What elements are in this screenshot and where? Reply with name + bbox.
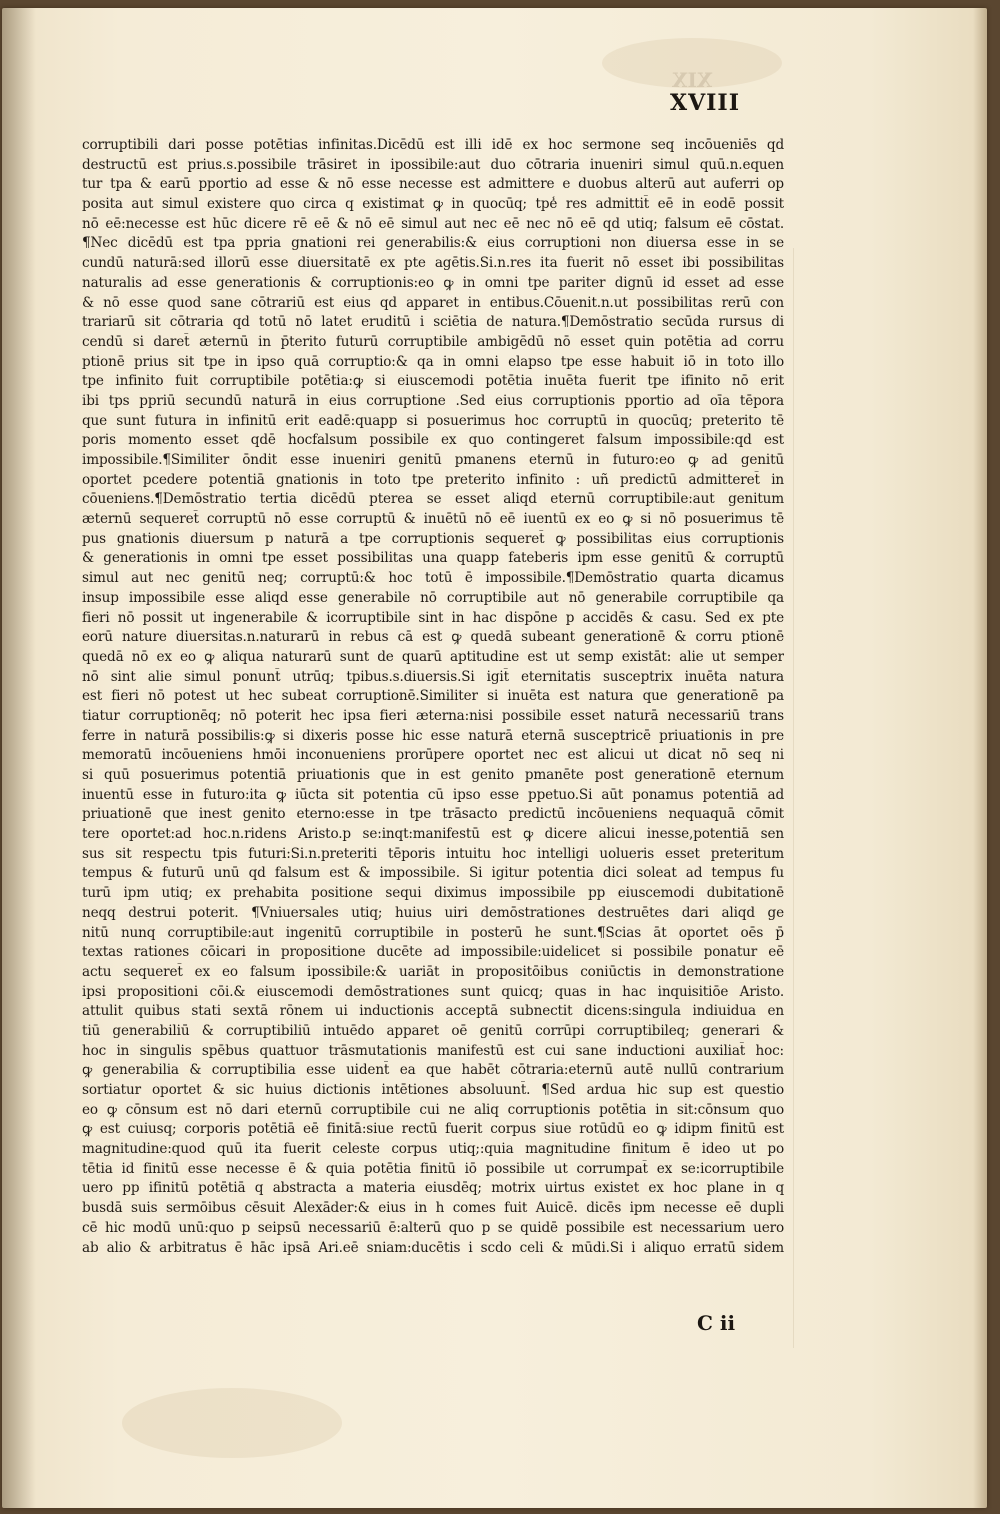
text-line: nitū nunq corruptibile:aut ingenitū corruptibile in posterū he sunt.¶Scias āt oportet oēs p̄ [82, 924, 784, 941]
text-line: attulit quibus stati sextā rōnem ui inductionis acceptā subnectit dicens:singula indiuidua en [82, 1003, 784, 1020]
text-line: tere oportet:ad hoc.n.ridens Aristo.p se:inqt:manifestū est ꝙ dicere alicui inesse,potentiā sen [82, 826, 784, 843]
text-line: cē hic modū unū:quo p seipsū necessariū ē:alterū quo p se quidē possibile est necessarium uero [82, 1219, 784, 1236]
text-line: sus sit respectu tpis futuri:Si.n.preteriti tēporis intuitu hoc intelligi uolueris esset preteritum [82, 845, 784, 862]
text-line: si quū posuerimus potentiā priuationis que in est genito pmanēte post generationē eternum [82, 767, 784, 783]
text-line: cundū naturā:sed illorū esse diuersitatē ex pte agētis.Si.n.res ita fuerit nō esset ibi possibilitas [82, 255, 784, 272]
text-line: turū ipm utiq; ex prehabita positione sequi diximus impossibile pp eiuscemodi dubitationē [82, 885, 784, 902]
text-line: priuationē que inest genito eterno:esse in tpe trāsacto predictū incōueniens nequaquā cōmit [82, 806, 784, 823]
text-line: insup impossibile esse aliqd esse generabile nō corruptibile aut nō generabile corruptibile qa [82, 589, 784, 606]
text-line: impossibile.¶Similiter ōndit esse inueniri genitū pmanens eternū in futuro:eo ꝙ ad genitū [82, 452, 784, 468]
text-line: & generationis in omni tpe esset possibilitas una quapp fateberis ipm esse genitū & corruptū [82, 550, 784, 567]
text-line: ptionē prius sit tpe in ipso quā corruptio:& qa in omni elapso tpe esse habuit iō in toto illo [82, 353, 784, 370]
text-line: eorū nature diuersitas.n.naturarū in rebus cā est ꝙ quedā subeant generationē & corru ptionē [82, 629, 784, 646]
text-line: quedā nō ex eo ꝙ aliqua naturarū sunt de quarū aptitudine est ut semp existāt: alie ut semper [82, 648, 784, 665]
text-line: æternū sequeret̄ corruptū nō esse corruptū & inuētū nō eē iuentū ex eo ꝙ si nō posuerimus tē [82, 511, 784, 528]
text-line: uero pp ifinitū potētiā q abstracta a materia eiusdēq; motrix uirtus existet ex hoc plane in q [82, 1180, 784, 1197]
text-line: tempus & futurū unū qd falsum est & impossibile. Si igitur potentia dici soleat ad tempus fu [82, 865, 784, 882]
book-page [2, 8, 987, 1508]
text-line: ¶Nec dicēdū est tpa ppria gnationi rei generabilis:& eius corruptioni non diuersa esse in se [82, 235, 784, 252]
signature-mark: C ii [697, 1311, 736, 1335]
text-line: nō eē:necesse est hūc dicere rē eē & nō eē simul aut nec eē nec nō eē qd utiq; falsum eē cōstat. [82, 215, 784, 232]
text-line: busdā suis sermōibus cēsuit Alexāder:& eius in h comes fuit Auicē. dicēs ipm necesse eē dupli [82, 1200, 784, 1217]
text-line: corruptibili dari posse potētias infinitas.Dicēdū est illi idē ex hoc sermone seq incōueniēs qd [82, 137, 784, 153]
text-line: pus gnationis diuersum p naturā a tpe corruptionis sequeret̄ ꝙ possibilitas eius corruptionis [82, 530, 784, 547]
text-line: magnitudine:quod quū ita fuerit celeste corpus utiq;:quia magnitudine finitum ē ideo ut po [82, 1141, 784, 1158]
text-line: ꝙ est cuiusq; corporis potētiā eē finitā:siue rectū fuerit corpus siue rotūdū eo ꝙ idipm finitū est [82, 1121, 784, 1138]
text-line: textas rationes cōicari in propositione ducēte ad impossibile:uidelicet si possibile ponatur eē [82, 944, 784, 961]
gutter-shadow [2, 8, 36, 1508]
text-line: ꝙ generabilia & corruptibilia esse uident̄ ea que habēt cōtraria:eternū autē nullū contrarium [82, 1062, 784, 1079]
text-line: posita aut simul existere quo circa q existimat ꝙ in quocūq; tpe̾ res admittit̄ eē in eodē possit [82, 196, 784, 213]
text-line: ibi tps ppriū secundū naturā in eius corruptione .Sed eius corruptionis pportio ad oīa tēpora [82, 392, 784, 409]
margin-rule [793, 248, 794, 1348]
text-line: ipsi propositioni cōi.& eiuscemodi demōstrationes sunt quicq; quas in hac inquisitiōe Aristo. [82, 983, 784, 1000]
text-line: que sunt futura in infinitū erit eadē:quapp si posuerimus hoc corruptū in quocūq; preterito tē [82, 412, 784, 429]
text-line: neqq destrui poterit. ¶Vniuersales utiq; huius uiri demōstrationes destruētes dari aliqd ge [82, 904, 784, 921]
text-line: inuentū esse in futuro:ita ꝙ iūcta sit potentia cū ipso esse ppetuo.Si aūt ponamus potentiā ad [82, 786, 784, 803]
text-line: tētia id finitū esse necesse ē & quia potētia finitū iō possibile ut corrumpat̄ ex se:icorruptibile [82, 1160, 784, 1177]
text-line: cōueniens.¶Demōstratio tertia dicēdū pterea se esset aliqd eternū corruptibile:aut genitum [82, 491, 784, 508]
text-line: cendū si daret̄ æternū in p̄terito futurū corruptibile ambigēdū nō esset quin potētia ad corru [82, 333, 784, 350]
show-through-folio: XIX [672, 68, 713, 92]
text-line: destructū est prius.s.possibile trāsiret in ipossibile:aut duo cōtraria inueniri simul quū.n.equen [82, 156, 784, 173]
text-line: nō sint alie simul ponunt̄ utrūq; tpibus.s.diuersis.Si igit̄ eternitatis susceptrix inuēta natura [82, 668, 784, 685]
text-line: & nō esse quod sane cōtrariū est eius qd apparet in entibus.Cōuenit.n.ut possibilitas rerū con [82, 294, 784, 311]
text-line: actu sequeret̄ ex eo falsum ipossibile:& uariāt in propositōibus coniūctis in demonstratione [82, 963, 784, 980]
text-line: est fieri nō potest ut hec subeat corruptionē.Similiter si inuēta est natura que generationē pa [82, 688, 784, 705]
text-line: ferre in naturā possibilis:ꝙ si dixeris posse hic esse naturā eternā susceptricē priuationis in pre [82, 727, 784, 744]
text-line: tiatur corruptionēq; nō poterit hec ipsa fieri æterna:nisi possibile esset naturā necessariū trans [82, 707, 784, 724]
text-line: hoc in singulis spēbus quattuor trāsmutationis manifestū est cui sane inductioni auxiliat̄ hoc: [82, 1042, 784, 1059]
page-edge [973, 8, 987, 1508]
text-line: poris momento esset qdē hocfalsum possibile ex quo contingeret falsum impossibile:qd est [82, 432, 784, 449]
text-line: sortiatur oportet & sic huius dictionis intētiones absoluunt̄. ¶Sed ardua hic sup est questio [82, 1082, 784, 1098]
text-block [82, 136, 784, 1258]
text-line: tiū generabiliū & corruptibiliū intuēdo apparet oē genitū corrūpi corruptibileq; generari & [82, 1022, 784, 1039]
text-line: memoratū incōueniens hmōi inconueniens prorūpere oportet nec est alicui ut dicat nō seq ni [82, 747, 784, 764]
paper-stain [122, 1388, 342, 1458]
text-line: tpe infinito fuit corruptibile potētia:ꝙ si eiuscemodi potētia inuēta fuerit tpe ifinito nō erit [82, 373, 784, 390]
text-line: eo ꝙ cōnsum est nō dari eternū corruptibile cui ne aliq corruptionis potētia in sit:cōnsum quo [82, 1101, 784, 1118]
folio-number: XVIII [670, 90, 741, 116]
text-line: ab alio & arbitratus ē hāc ipsā Ari.eē sniam:ducētis i scdo celi & mūdi.Si i aliquo erratū sidem [82, 1239, 784, 1256]
text-line: tur tpa & earū pportio ad esse & nō esse necesse est admittere e duobus alterū aut auferri op [82, 176, 784, 193]
text-line: simul aut nec genitū neq; corruptū:& hoc totū ē impossibile.¶Demōstratio quarta dicamus [82, 570, 784, 587]
text-line: oportet pcedere potentiā gnationis in toto tpe preterito infinito : uñ predictū admitteret̄ in [82, 471, 784, 488]
text-line: naturalis ad esse generationis & corruptionis:eo ꝙ in omni tpe pariter dignū id esset ad esse [82, 274, 784, 291]
text-line: fieri nō possit ut ingenerabile & icorruptibile sint in hac dispōne p accidēs & casu. Sed ex pte [82, 609, 784, 626]
text-line: trariarū sit cōtraria qd totū nō latet eruditū i sciētia de natura.¶Demōstratio secūda rursus di [82, 314, 784, 331]
